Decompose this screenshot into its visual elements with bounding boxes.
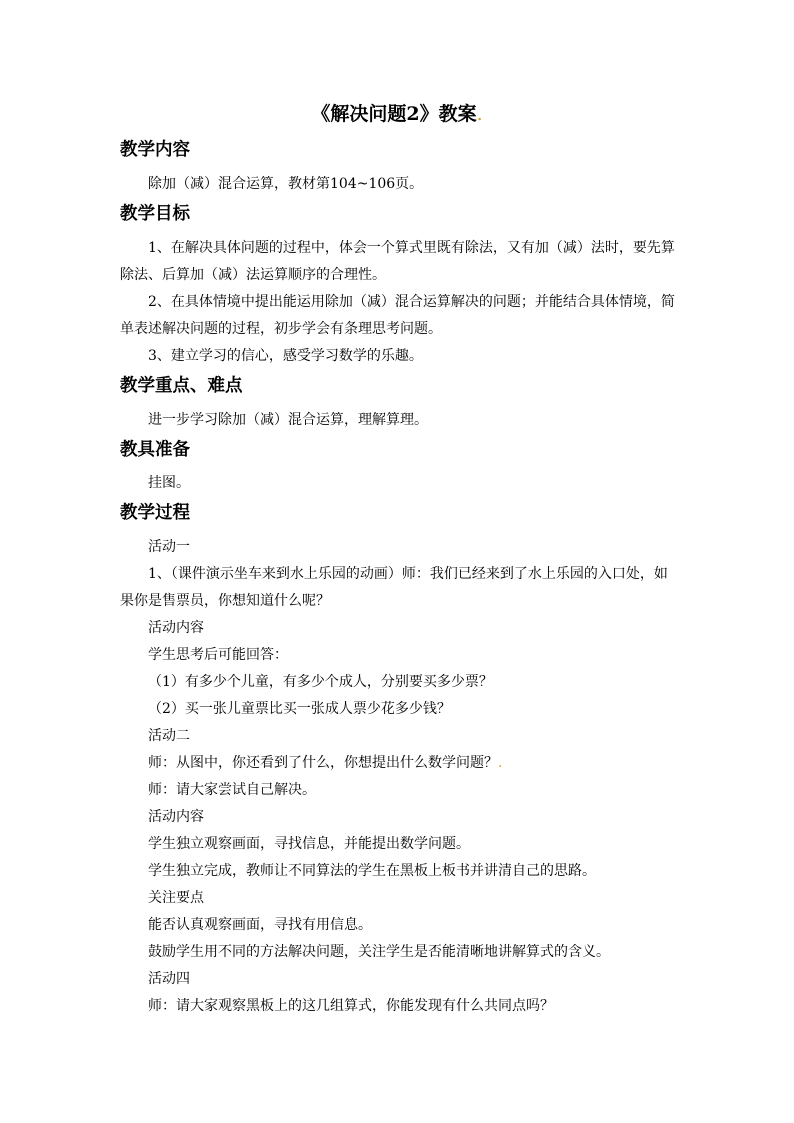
process-line-3: 活动内容	[148, 620, 204, 636]
goal-2-line-2: 单表述解决问题的过程，初步学会有条理思考问题。	[120, 321, 442, 337]
process-line-10: 活动内容	[148, 809, 204, 825]
key-points-text: 进一步学习除加（减）混合运算，理解算理。	[148, 412, 428, 428]
process-line-15: 鼓励学生用不同的方法解决问题，关注学生是否能清晰地讲解算式的含义。	[148, 944, 610, 960]
process-line-12: 学生独立完成，教师让不同算法的学生在黑板上板书并讲清自己的思路。	[148, 863, 596, 879]
title-mark: .	[476, 103, 483, 125]
process-line-8-mark: .	[498, 755, 503, 771]
title-text: 《解决问题2》教案	[311, 103, 477, 125]
process-line-11: 学生独立观察画面，寻找信息，并能提出数学问题。	[148, 836, 470, 852]
goal-1-line-1: 1、在解决具体问题的过程中，体会一个算式里既有除法，又有加（减）法时，要先算	[148, 240, 675, 256]
heading-teaching-goals: 教学目标	[120, 204, 190, 224]
heading-key-points: 教学重点、难点	[120, 376, 243, 396]
process-line-8-text: 师：从图中，你还看到了什么，你想提出什么数学问题？	[148, 755, 498, 771]
process-line-activity-1: 活动一	[148, 539, 190, 555]
process-line-5: （1）有多少个儿童，有多少个成人，分别要买多少票？	[148, 674, 493, 690]
goal-1-line-2: 除法、后算加（减）法运算顺序的合理性。	[120, 267, 386, 283]
process-line-6: （2）买一张儿童票比买一张成人票少花多少钱？	[148, 701, 451, 717]
heading-teaching-aids: 教具准备	[120, 440, 190, 460]
process-line-2a: 1、（课件演示坐车来到水上乐园的动画）师：我们已经来到了水上乐园的入口处，如	[148, 566, 668, 582]
teaching-aids-text: 挂图。	[148, 475, 190, 491]
process-line-8	[148, 753, 502, 773]
process-line-13: 关注要点	[148, 890, 204, 906]
process-line-14: 能否认真观察画面，寻找有用信息。	[148, 917, 372, 933]
goal-2-line-1: 2、在具体情境中提出能运用除加（减）混合运算解决的问题；并能结合具体情境，简	[148, 294, 675, 310]
process-line-4: 学生思考后可能回答：	[148, 647, 288, 663]
goal-3: 3、建立学习的信心，感受学习数学的乐趣。	[148, 348, 423, 364]
content-text: 除加（减）混合运算，教材第104~106页。	[148, 176, 424, 192]
process-line-17: 师：请大家观察黑板上的这几组算式，你能发现有什么共同点吗？	[148, 998, 554, 1014]
heading-teaching-process: 教学过程	[120, 503, 190, 523]
process-line-activity-2: 活动二	[148, 728, 190, 744]
process-line-2b: 果你是售票员，你想知道什么呢？	[120, 593, 330, 609]
process-line-9: 师：请大家尝试自己解决。	[148, 782, 316, 798]
heading-teaching-content: 教学内容	[120, 140, 190, 160]
document-title	[0, 101, 794, 127]
process-line-activity-4: 活动四	[148, 971, 190, 987]
